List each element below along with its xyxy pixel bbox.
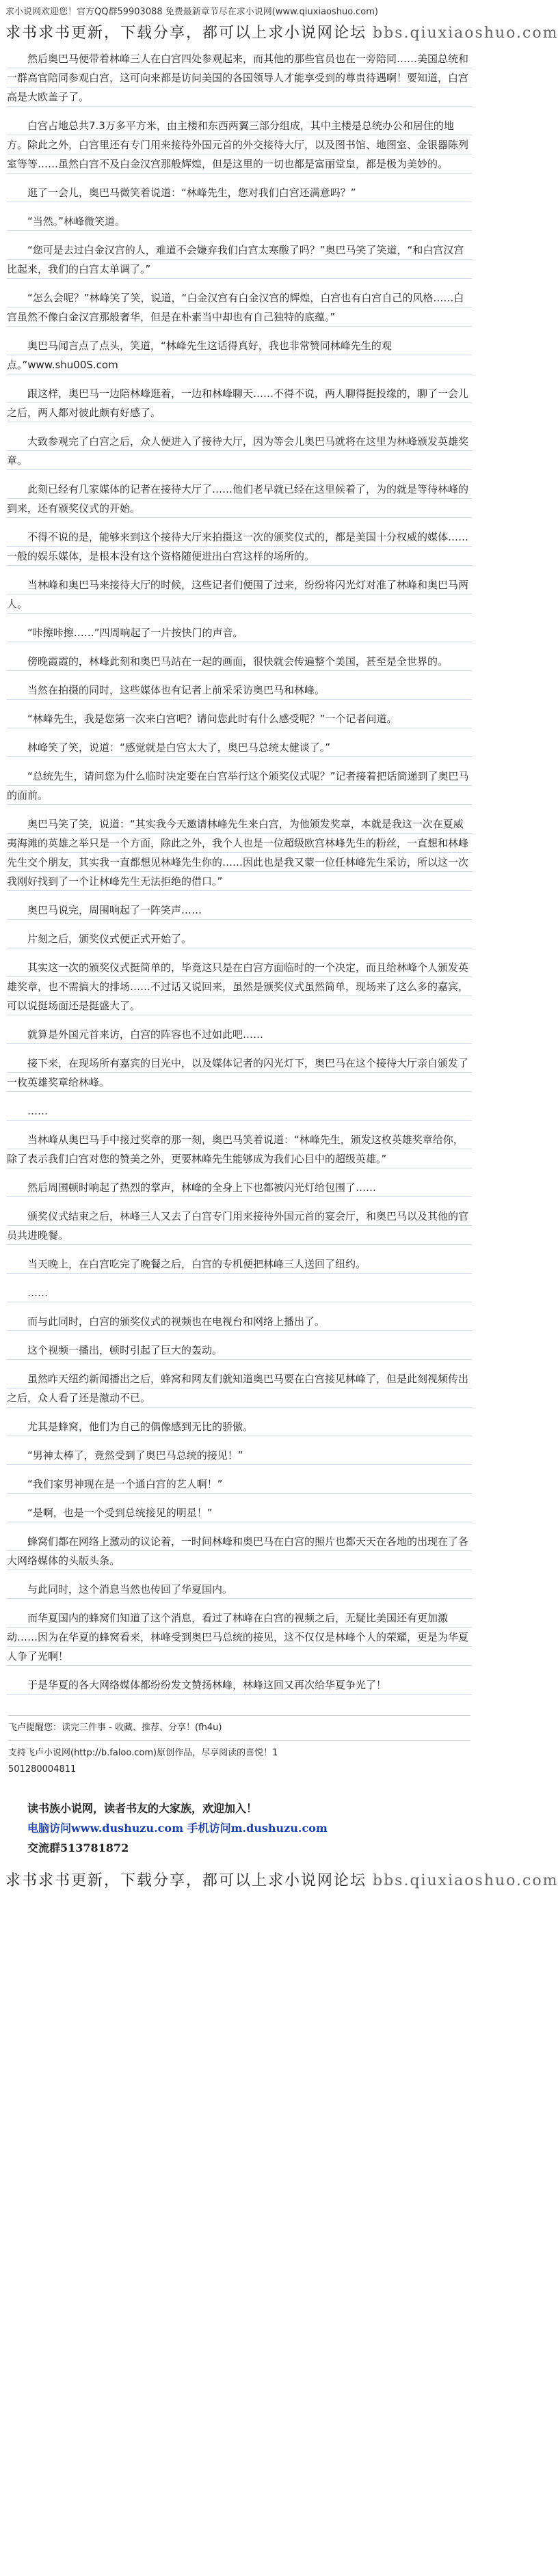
paragraph bbox=[7, 767, 472, 805]
paragraph-text: …… bbox=[27, 1105, 48, 1117]
paragraph bbox=[7, 480, 472, 518]
paragraph-text: 奥巴马闻言点了点头，笑道，“林峰先生这话得真好，我也非常赞同林峰先生的观点。”www.shu00S.com bbox=[7, 340, 392, 371]
paragraph bbox=[7, 1675, 472, 1695]
paragraph bbox=[7, 1054, 472, 1092]
chapter-footer bbox=[0, 1704, 479, 1785]
paragraph bbox=[7, 901, 472, 920]
footer-banner-site: bbs.qiuxiaoshuo.com bbox=[373, 1872, 558, 1889]
paragraph bbox=[7, 183, 472, 202]
paragraph bbox=[7, 738, 472, 757]
paragraph-text: “咔擦咔擦……”四周响起了一片按快门的声音。 bbox=[27, 627, 243, 639]
banner-site: bbs.qiuxiaoshuo.com bbox=[373, 25, 558, 42]
paragraph bbox=[7, 1283, 472, 1302]
paragraph-text: 而与此同时，白宫的颁奖仪式的视频也在电视台和网络上播出了。 bbox=[27, 1315, 326, 1328]
paragraph bbox=[7, 1608, 472, 1666]
paragraph-text: 然后奥巴马便带着林峰三人在白宫四处参观起来，而其他的那些官员也在一旁陪同……美国总统和一群高官陪同参观白宫，这可向来都是访问美国的各国领导人才能享受到的尊贵待遇啊！要知道，白宫高是大欧盖子了。 bbox=[7, 53, 469, 103]
paragraph bbox=[7, 384, 472, 422]
banner-text: 求书求书更新，下载分享，都可以上求小说网论坛 bbox=[5, 25, 373, 42]
paragraph bbox=[7, 49, 472, 107]
paragraph-text: 接下来，在现场所有嘉宾的目光中，以及媒体记者的闪光灯下，奥巴马在这个接待大厅亲自颁发了一枚英雄奖章给林峰。 bbox=[7, 1057, 469, 1088]
paragraph-text: 而华夏国内的蜂窝们知道了这个消息，看过了林峰在白宫的视频之后，无疑比美国还有更加激动……因为在华夏的蜂窝看来，林峰受到奥巴马总统的接见，这不仅仅是林峰个人的荣耀，更是为华夏人争了光啊！ bbox=[7, 1612, 469, 1662]
paragraph-text: 傍晚霞霞的，林峰此刻和奥巴马站在一起的画面，很快就会传遍整个美国，甚至是全世界的。 bbox=[27, 655, 449, 668]
paragraph-text: 就算是外国元首来访，白宫的阵容也不过如此吧…… bbox=[27, 1028, 264, 1041]
paragraph bbox=[7, 1130, 472, 1168]
paragraph bbox=[7, 288, 472, 327]
paragraph-text: 颁奖仪式结束之后，林峰三人又去了白宫专门用来接待外国元首的宴会厅，和奥巴马以及其他的官员共进晚餐。 bbox=[7, 1210, 469, 1242]
paragraph-text: “我们家男神现在是一个通白宫的艺人啊！” bbox=[27, 1478, 223, 1490]
divider bbox=[8, 1740, 470, 1741]
paragraph bbox=[7, 709, 472, 728]
site-notice: 求小说网欢迎您！官方QQ群59903088 免费最新章节尽在求小说网(www.qiuxiaoshuo.com) bbox=[5, 7, 378, 17]
paragraph-text: 当林峰从奥巴马手中接过奖章的那一刻，奥巴马笑着说道：“林峰先生，颁发这枚英雄奖章给你，除了表示我们白宫对您的赞美之外，更要林峰先生能够成为我们心目中的超级英雄。” bbox=[7, 1134, 464, 1165]
paragraph bbox=[7, 1503, 472, 1522]
promo-group: 交流群513781872 bbox=[27, 1841, 129, 1854]
paragraph bbox=[7, 1417, 472, 1436]
paragraph-text: 奥巴马笑了笑，说道：“其实我今天邀请林峰先生来白宫，为他颁发奖章，本就是我这一次在夏威夷海滩的英雄之举只是一个方面，除此之外，我个人也是一位超级欧宫林峰先生的粉丝，一直想和林峰先生交个朋友，其实我一直都想见林峰先生你的……因此也是我又蒙一位任林峰先生采访，所以这一次我刚好找到了一个让林峰先生无法拒绝的借口。” bbox=[7, 818, 469, 888]
paragraph bbox=[7, 1312, 472, 1331]
footer-banner bbox=[0, 1863, 558, 1895]
paragraph-text: 这个视频一播出，顿时引起了巨大的轰动。 bbox=[27, 1344, 223, 1356]
promo-block bbox=[0, 1785, 479, 1863]
paragraph-text: 当林峰和奥巴马来接待大厅的时候，这些记者们便围了过来，纷纷将闪光灯对准了林峰和奥巴马两人。 bbox=[7, 579, 469, 610]
paragraph-text: 不得不说的是，能够来到这个接待大厅来拍摄这一次的颁奖仪式的，都是美国十分权威的媒体……一般的娱乐媒体，是根本没有这个资格随便进出白宫这样的场所的。 bbox=[7, 531, 469, 562]
paragraph-text: 尤其是蜂窝，他们为自己的偶像感到无比的骄傲。 bbox=[27, 1421, 254, 1433]
paragraph bbox=[7, 432, 472, 470]
footer-support: 支持飞卢小说网(http://b.faloo.com)原创作品，尽享阅读的喜悦！1 bbox=[8, 1748, 278, 1758]
paragraph-text: “您可是去过白金汉宫的人，难道不会嫌弃我们白宫太寒酸了吗？”奥巴马笑了笑道，“和白宫汉宫比起来，我们的白宫太单调了。” bbox=[7, 244, 464, 275]
paragraph bbox=[7, 336, 472, 374]
paragraph-text: 片刻之后，颁奖仪式便正式开始了。 bbox=[27, 933, 192, 945]
paragraph-text: 虽然昨天纽约新闻播出之后，蜂窝和网友们就知道奥巴马要在白宫接见林峰了，但是此刻视频传出之后，众人看了还是激动不已。 bbox=[7, 1373, 469, 1404]
paragraph bbox=[7, 1101, 472, 1121]
paragraph bbox=[7, 575, 472, 614]
paragraph bbox=[7, 623, 472, 642]
page-header bbox=[0, 0, 558, 49]
paragraph-text: 其实这一次的颁奖仪式挺简单的，毕竟这只是在白宫方面临时的一个决定，而且给林峰个人颁发英雄奖章，也不需搞大的排场……不过话又说回来，虽然是颁奖仪式虽然简单，现场来了这么多的嘉宾，可以说挺场面还是挺盛大了。 bbox=[7, 961, 469, 1012]
paragraph bbox=[7, 1178, 472, 1197]
chapter-content bbox=[0, 49, 479, 1695]
paragraph-text: 然后周围顿时响起了热烈的掌声，林峰的全身上下也都被闪光灯给包围了…… bbox=[27, 1181, 377, 1194]
footer-reminder: 飞卢提醒您：读完三件事 - 收藏、推荐、分享！(fh4u) bbox=[8, 1723, 222, 1733]
paragraph-text: 当天晚上，在白宫吃完了晚餐之后，白宫的专机便把林峰三人送回了纽约。 bbox=[27, 1258, 367, 1270]
paragraph bbox=[7, 681, 472, 700]
paragraph-text: “当然。”林峰微笑道。 bbox=[27, 215, 126, 228]
divider bbox=[8, 1715, 470, 1716]
paragraph bbox=[7, 1369, 472, 1408]
footer-id: 501280004811 bbox=[8, 1764, 77, 1775]
paragraph bbox=[7, 1255, 472, 1274]
promo-welcome: 读书族小说网，读者书友的大家族，欢迎加入！ bbox=[27, 1802, 258, 1815]
paragraph bbox=[7, 1580, 472, 1599]
paragraph-text: “怎么会呢？”林峰笑了笑，说道，“白金汉宫有白金汉宫的辉煌，白宫也有白宫自己的风格……白宫虽然不像白金汉宫那般奢华，但是在朴素当中却也有自己独特的底蕴。” bbox=[7, 292, 464, 323]
paragraph-text: 奥巴马说完，周围响起了一阵笑声…… bbox=[27, 904, 202, 916]
paragraph-text: 于是华夏的各大网络媒体都纷纷发文赞扬林峰，林峰这回又再次给华夏争光了！ bbox=[27, 1679, 387, 1691]
paragraph-text: “总统先生，请问您为什么临时决定要在白宫举行这个颁奖仪式呢？”记者接着把话筒递到了奥巴马的面前。 bbox=[7, 770, 469, 801]
paragraph bbox=[7, 1025, 472, 1044]
forum-banner bbox=[0, 18, 558, 49]
paragraph-text: 大致参观完了白宫之后，众人便进入了接待大厅，因为等会儿奥巴马就将在这里为林峰颁发英雄奖章。 bbox=[7, 435, 469, 467]
promo-links[interactable]: 电脑访问www.dushuzu.com 手机访问m.dushuzu.com bbox=[27, 1822, 328, 1835]
paragraph-text: 逛了一会儿，奥巴马微笑着说道：“林峰先生，您对我们白宫还满意吗？” bbox=[27, 187, 356, 199]
paragraph-text: 林峰笑了笑，说道：“感觉就是白宫太大了，奥巴马总统太健谈了。” bbox=[27, 741, 331, 754]
paragraph-text: “林峰先生，我是您第一次来白宫吧？请问您此时有什么感受呢？”一个记者问道。 bbox=[27, 713, 397, 725]
paragraph bbox=[7, 241, 472, 279]
paragraph bbox=[7, 1532, 472, 1570]
paragraph-text: “男神太棒了，竟然受到了奥巴马总统的接见！” bbox=[27, 1449, 243, 1462]
paragraph-text: 与此同时，这个消息当然也传回了华夏国内。 bbox=[27, 1583, 233, 1595]
paragraph bbox=[7, 958, 472, 1015]
paragraph-text: 蜂窝们都在网络上激动的议论着，一时间林峰和奥巴马在白宫的照片也都天天在各地的出现在了各大网络媒体的头版头条。 bbox=[7, 1535, 469, 1567]
paragraph bbox=[7, 1341, 472, 1360]
paragraph bbox=[7, 1475, 472, 1494]
paragraph bbox=[7, 527, 472, 566]
paragraph-text: “是啊，也是一个受到总统接见的明星！” bbox=[27, 1507, 213, 1519]
paragraph bbox=[7, 652, 472, 671]
paragraph bbox=[7, 212, 472, 231]
paragraph bbox=[7, 1446, 472, 1465]
paragraph-text: 跟这样，奥巴马一边陪林峰逛着，一边和林峰聊天……不得不说，两人聊得挺投缘的，聊了一会儿之后，两人都对彼此颇有好感了。 bbox=[7, 387, 469, 419]
paragraph-text: …… bbox=[27, 1287, 48, 1299]
footer-banner-text: 求书求书更新，下载分享，都可以上求小说网论坛 bbox=[5, 1872, 373, 1889]
paragraph bbox=[7, 1207, 472, 1245]
paragraph-text: 此刻已经有几家媒体的记者在接待大厅了……他们老早就已经在这里候着了，为的就是等待林峰的到来，还有颁奖仪式的开始。 bbox=[7, 483, 469, 515]
paragraph bbox=[7, 116, 472, 174]
paragraph bbox=[7, 814, 472, 891]
paragraph-text: 白宫占地总共7.3万多平方米，由主楼和东西两翼三部分组成，其中主楼是总统办公和居住的地方。除此之外，白宫里还有专门用来接待外国元首的外交接待大厅，以及图书馆、地图室、金银器陈列室等等……虽然白宫不及白金汉宫那般辉煌，但是这里的一切也都是富丽堂皇，都是极为美妙的。 bbox=[7, 120, 469, 170]
paragraph-text: 当然在拍摄的同时，这些媒体也有记者上前采采访奥巴马和林峰。 bbox=[27, 684, 326, 696]
paragraph bbox=[7, 929, 472, 948]
